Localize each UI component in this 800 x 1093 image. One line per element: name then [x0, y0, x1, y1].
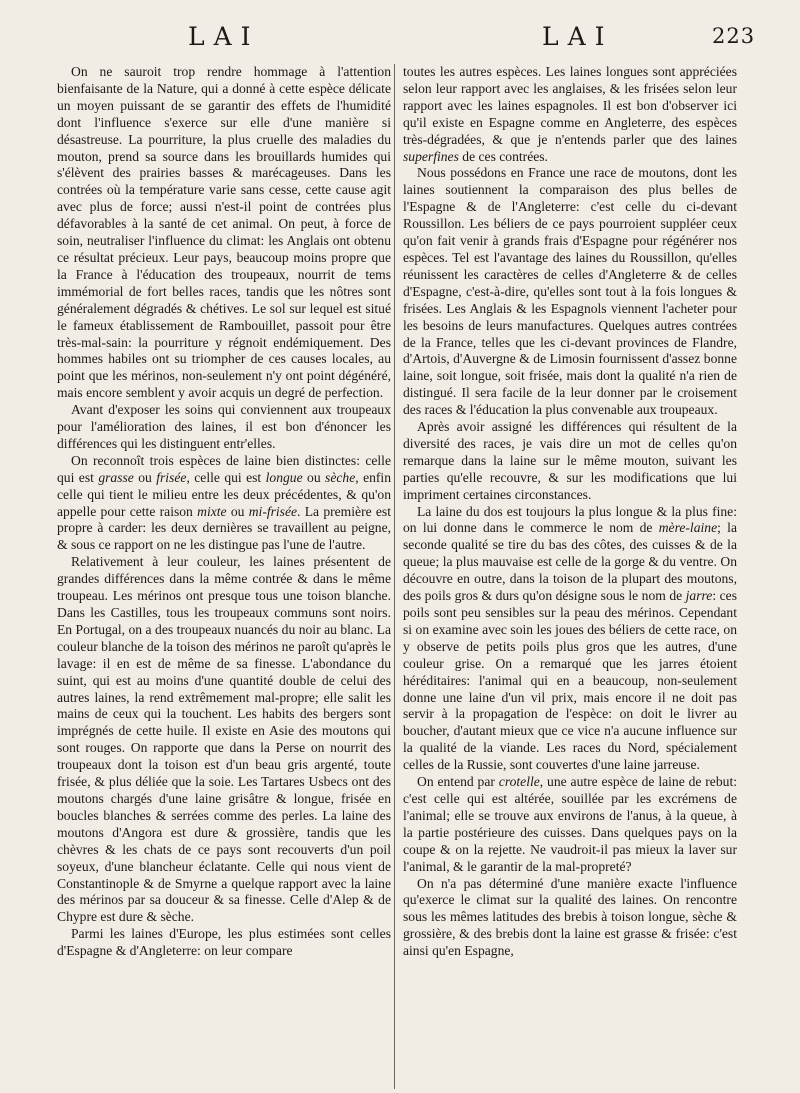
text-run: ou — [226, 503, 249, 519]
term-seche: sèche — [325, 469, 356, 485]
term-frisee: frisée — [156, 469, 187, 485]
left-column — [57, 64, 391, 1089]
term-mi-frisee: mi-frisée — [248, 503, 298, 519]
page-number: 223 — [712, 24, 756, 48]
term-jarre: jarre — [685, 588, 713, 604]
text-run: On reconnoît trois espèces de laine bien distinctes: celle qui est — [57, 452, 391, 485]
term-longue: longue — [265, 469, 303, 485]
column-divider — [394, 64, 395, 1089]
term-grasse: grasse — [98, 469, 134, 485]
running-head-right: LAI — [542, 22, 614, 51]
text-run: , une autre espèce de laine de rebut: c'est celle qui est altérée, souillée par les excrémens de l'animal; elle se trouve aux environs de l'anus, à la queue, à la partie postérieure des cuisses. Dans quelques pays on la coupe & on la rejette. Ne vaudroit-il pas mieux la laver sur l'animal, & le garantir de la mal-propreté? — [403, 774, 737, 874]
text-run: : ces poils sont peu sensibles sur la peau des mérinos. Cependant si on examine avec soin les joues des béliers de cette race, on y observe de petits poils plus gros que les autres, d'une couleur grise. On a remarqué que les jarres étoient héréditaires: l'animal qui en a beaucoup, non-seulement donne une laine d'un vil prix, mais encore il ne doit pas servir à la propagation de l'espèce: on doit le livrer au boucher, d'autant mieux que ce vice n'a aucune influence sur la qualité de la viande. Les races du Nord, spécialement celles de la Russie, sont couvertes d'une laine jarreuse. — [403, 588, 737, 773]
running-header — [0, 22, 800, 54]
paragraph — [403, 774, 737, 875]
text-run: ou — [133, 469, 157, 485]
term-mere-laine: mère-laine — [658, 520, 718, 536]
term-superfines: superfines — [403, 148, 459, 164]
text-run: , celle qui est — [186, 469, 266, 485]
paragraph — [403, 504, 737, 775]
paragraph: Nous possédons en France une race de moutons, dont les laines soutiennent la comparaison des plus belles de l'Espagne & de l'Angleterre: c'est celle du ci-devant Roussillon. Les béliers de ce pays pourroient suppléer ceux qu'on fait venir à grands frais d'Espagne pour régénérer nos espèces. Tel est l'avantage des laines du Roussillon, qu'elles réunissent les caractères de celles d'Angleterre & de celles d'Espagne, c'est-à-dire, qu'elles sont tout à la fois longues & frisées. Les Anglais & les Espagnols viennent l'acheter pour les besoins de leurs manufactures. Quelques autres contrées de la France, telles que les ci-devant provinces de Flandre, d'Artois, d'Auvergne & de Limosin fournissent d'assez bonne laine, soit longue, soit frisée, mais dont la qualité n'a rien de distingué. Il sera facile de la leur donner par le croisement des races & l'éducation la plus convenable aux troupeaux. — [403, 165, 737, 418]
right-column — [403, 64, 737, 1089]
text-run: ; la seconde qualité se tire du bas des côtes, des cuisses & de la queue; la plus mauvaise est celle de la gorge & du ventre. On découvre en outre, dans la toison de la plupart des moutons, des poils gros & durs qu'on désigne sous le nom de — [403, 520, 737, 604]
text-run: toutes les autres espèces. Les laines longues sont appréciées selon leur rapport avec les anglaises, & les frisées selon leur rapport avec les laines espagnoles. Il est bon d'observer ici qu'il existe en Espagne comme en Angleterre, des espèces très-dégradées, & que je n'entends parler que des laines — [403, 64, 737, 147]
term-mixte: mixte — [197, 503, 227, 519]
paragraph — [403, 64, 737, 165]
text-run: ou — [302, 469, 326, 485]
text-run: On entend par — [417, 774, 499, 790]
text-run: . La première est propre à carder: les deux dernières se travaillent au peigne, & sous ce rapport on ne les distingue pas l'une de l'autre. — [57, 503, 391, 553]
text-run: , enfin celle qui tient le milieu entre les deux précédentes, & qu'on appelle pour cette raison — [57, 469, 391, 519]
running-head-left: LAI — [188, 22, 260, 51]
paragraph: On n'a pas déterminé d'une manière exacte l'influence qu'exerce le climat sur la qualité des laines. On rencontre sous les mêmes latitudes des brebis à toison longue, sèche & grossière, & des brebis dont la laine est grasse & frisée: c'est ainsi qu'en Espagne, — [403, 875, 737, 959]
text-run: La laine du dos est toujours la plus longue & la plus fine: on lui donne dans le commerce le nom de — [403, 503, 737, 536]
paragraph: Avant d'exposer les soins qui conviennent aux troupeaux pour l'amélioration des laines, il est bon d'énoncer les différences qui les distinguent entr'elles. — [57, 402, 391, 451]
paragraph: Parmi les laines d'Europe, les plus estimées sont celles d'Espagne & d'Angleterre: on leur compare — [57, 926, 391, 959]
term-crotelle: crotelle — [498, 774, 540, 790]
paragraph: Relativement à leur couleur, les laines présentent de grandes différences dans la même contrée & dans le même troupeau. Les mérinos ont presque tous une toison blanche. Dans les Castilles, tous les troupeaux communs sont noirs. En Portugal, on a des troupeaux nuancés du noir au blanc. La couleur blanche de la toison des mérinos ne paroît qu'après le lavage: il en est de même de sa finesse. L'abondance du suint, qui est au moins d'une quantité double de celui des autres laines, la rend extrêmement mal-propre; elle salit les mains de ceux qui la touchent. Les habits des bergers sont imprégnés de cette huile. Il existe en Asie des moutons qui sont rouges. On rapporte que dans la Perse on nourrit des troupeaux dont la toison est d'un beau gris argenté, toute frisée, & plus déliée que la soie. Les Tartares Usbecs ont des moutons chargés d'une laine grisâtre & longue, frisée en boucles blanches & serrées comme des perles. La laine des moutons d'Angora est dure & grossière, tandis que les chèvres & les chats de ce pays sont recouverts d'un poil soyeux, d'une blancheur éclatante. Celle qui nous vient de Constantinople & de Smyrne a quelque rapport avec la laine des mérinos par sa douceur & sa finesse. Celle d'Alep & de Chypre est dure & sèche. — [57, 554, 391, 925]
paragraph: Après avoir assigné les différences qui résultent de la diversité des races, je vais dire un mot de celles qu'on remarque dans la laine sur le même mouton, suivant les parties qu'elle recouvre, & sur les modifications que lui impriment certaines circonstances. — [403, 419, 737, 502]
paragraph: On ne sauroit trop rendre hommage à l'attention bienfaisante de la Nature, qui a donné à cette espèce délicate un moyen puissant de se garantir des effets de l'humidité dont l'influence s'exerce sur elle d'une manière si désastreuse. La pourriture, la plus cruelle des maladies du mouton, prend sa source dans les brouillards humides qui s'élèvent des prairies basses & marécageuses. Dans les contrées où la température varie sans cesse, cette cause agit avec plus de force; aussi n'est-il point de contrées plus défavorables à la santé de cet animal. On peut, à force de soin, neutraliser l'influence du climat: les Anglais ont obtenu ce résultat précieux. Leur pays, beaucoup moins propre que la France à l'éducation des troupeaux, nourrit de tems immémorial de fort belles races, tandis que les nôtres sont généralement dégradés & chétives. Le sol sur lequel est situé le fameux établissement de Rambouillet, passoit pour être très-mal-sain: la pourriture y régnoit endémiquement. Des hommes habiles ont su triompher de ces causes locales, au point que les mérinos, non-seulement n'y ont point dégénéré, mais encore semblent y avoir acquis un degré de perfection. — [57, 64, 391, 401]
text-run: de ces contrées. — [458, 148, 548, 164]
paragraph — [57, 453, 391, 554]
